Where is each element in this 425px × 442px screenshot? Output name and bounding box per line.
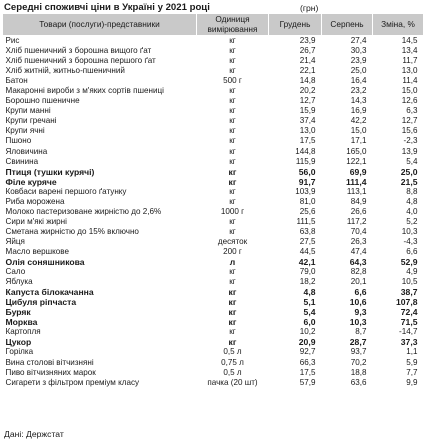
- change-percent-cell: 10,5: [401, 277, 418, 287]
- december-price-cell: 44,5: [269, 247, 322, 257]
- table-row: [3, 217, 424, 227]
- unit-cell: кг: [197, 66, 269, 76]
- table-row: [3, 177, 424, 187]
- table-row: [3, 267, 424, 277]
- change-percent-cell: 8,8: [373, 187, 424, 197]
- unit-cell: десяток: [217, 236, 248, 246]
- august-price-cell: 17,1: [350, 136, 367, 146]
- change-percent-cell: 71,5: [400, 317, 418, 328]
- product-cell: Свинина: [5, 156, 39, 166]
- change-percent-cell: 13,4: [373, 46, 424, 56]
- august-price-cell: 9,3: [322, 307, 373, 317]
- product-cell: Хліб пшеничний з борошна першого ґат: [5, 56, 156, 66]
- august-price-cell: 14,3: [350, 96, 367, 106]
- unit-cell: 0,5 л: [197, 347, 269, 357]
- table-row: [3, 106, 424, 116]
- change-percent-cell: 5,9: [406, 357, 418, 367]
- change-percent-cell: 38,7: [373, 287, 424, 297]
- product-cell: Риба морожена: [5, 196, 65, 206]
- unit-cell: кг: [228, 337, 237, 348]
- december-price-cell: 56,0: [269, 167, 322, 177]
- table-row: [3, 86, 424, 96]
- table-header-row: [3, 14, 424, 36]
- product-cell: Олія соняшникова: [5, 257, 85, 268]
- product-cell: Буряк: [3, 307, 197, 317]
- product-cell: Батон: [5, 76, 28, 86]
- august-price-cell: 8,7: [322, 327, 373, 337]
- december-price-cell: 42,1: [298, 257, 316, 268]
- unit-cell: кг: [229, 156, 236, 166]
- change-percent-cell: 7,7: [373, 368, 424, 378]
- august-price-cell: 165,0: [322, 147, 373, 157]
- change-percent-cell: 25,0: [373, 167, 424, 177]
- december-price-cell: 22,1: [269, 66, 322, 76]
- august-price-cell: 18,8: [322, 368, 373, 378]
- december-price-cell: 92,7: [269, 347, 322, 357]
- december-price-cell: 20,2: [269, 86, 322, 96]
- change-percent-cell: 6,3: [373, 106, 424, 116]
- header-august: Серпень: [322, 14, 373, 36]
- product-cell: Масло вершкове: [3, 247, 197, 257]
- unit-cell: кг: [228, 176, 237, 187]
- change-percent-cell: -4,3: [403, 236, 418, 246]
- change-percent-cell: 15,0: [373, 86, 424, 96]
- change-percent-cell: 52,9: [400, 257, 418, 268]
- table-row: [3, 227, 424, 237]
- change-percent-cell: 4,9: [373, 267, 424, 277]
- change-percent-cell: 72,4: [373, 307, 424, 317]
- table-row: [3, 368, 424, 378]
- product-cell: Сметана жирністю до 15% включно: [3, 227, 197, 237]
- table-row: [3, 66, 424, 76]
- unit-cell: кг: [197, 287, 269, 297]
- december-price-cell: 21,4: [299, 56, 316, 66]
- product-cell: Сигарети з фільтром преміум класу: [5, 377, 140, 387]
- unit-cell: кг: [229, 216, 236, 226]
- product-cell: Морква: [5, 317, 38, 328]
- product-cell: Яйця: [5, 236, 25, 246]
- product-cell: Вина столові вітчизняні: [5, 357, 94, 367]
- december-price-cell: 27,5: [299, 236, 316, 246]
- august-price-cell: 64,3: [349, 257, 367, 268]
- product-cell: Філе куряче: [5, 176, 57, 187]
- december-price-cell: 79,0: [269, 267, 322, 277]
- price-table: [2, 13, 424, 388]
- change-percent-cell: 37,3: [400, 337, 418, 348]
- august-price-cell: 69,9: [322, 167, 373, 177]
- august-price-cell: 47,4: [322, 247, 373, 257]
- unit-cell: 0,5 л: [197, 368, 269, 378]
- unit-cell: кг: [229, 56, 236, 66]
- unit-cell: кг: [197, 227, 269, 237]
- august-price-cell: 10,3: [349, 317, 367, 328]
- product-cell: Сири м'які жирні: [5, 216, 67, 226]
- august-price-cell: 113,1: [322, 187, 373, 197]
- header-unit: Одиниця вимірювання: [197, 14, 269, 36]
- table-row: [3, 157, 424, 167]
- table-row: [3, 147, 424, 157]
- unit-cell: кг: [228, 297, 237, 308]
- table-row: [3, 187, 424, 197]
- product-cell: Цукор: [5, 337, 32, 348]
- table-row: [3, 317, 424, 327]
- august-price-cell: 20,1: [350, 277, 367, 287]
- unit-cell: кг: [197, 86, 269, 96]
- change-percent-cell: 15,6: [373, 126, 424, 136]
- august-price-cell: 82,8: [322, 267, 373, 277]
- table-row: [3, 247, 424, 257]
- august-price-cell: 70,2: [350, 357, 367, 367]
- august-price-cell: 25,0: [322, 66, 373, 76]
- august-price-cell: 26,6: [322, 207, 373, 217]
- product-cell: Картопля: [3, 327, 197, 337]
- december-price-cell: 17,5: [299, 136, 316, 146]
- change-percent-cell: 107,8: [395, 297, 418, 308]
- change-percent-cell: 11,4: [402, 76, 418, 86]
- table-row: [3, 257, 424, 267]
- december-price-cell: 91,7: [298, 176, 316, 187]
- december-price-cell: 12,7: [299, 96, 316, 106]
- december-price-cell: 4,8: [269, 287, 322, 297]
- product-cell: Капуста білокачанна: [3, 287, 197, 297]
- product-cell: Рис: [5, 36, 20, 46]
- change-percent-cell: 11,7: [402, 56, 418, 66]
- product-cell: Хліб пшеничний з борошна вищого ґат: [3, 46, 197, 56]
- december-price-cell: 111,5: [296, 216, 316, 226]
- change-percent-cell: 13,0: [373, 66, 424, 76]
- december-price-cell: 26,7: [269, 46, 322, 56]
- december-price-cell: 115,9: [295, 156, 316, 166]
- change-percent-cell: 21,5: [400, 176, 418, 187]
- august-price-cell: 26,3: [350, 236, 367, 246]
- change-percent-cell: 4,8: [406, 196, 418, 206]
- august-price-cell: 28,7: [349, 337, 367, 348]
- table-row: [3, 347, 424, 357]
- table-body: [3, 36, 424, 388]
- unit-cell: кг: [197, 327, 269, 337]
- august-price-cell: 122,1: [346, 156, 367, 166]
- august-price-cell: 42,2: [350, 116, 367, 126]
- december-price-cell: 18,2: [299, 277, 316, 287]
- unit-cell: кг: [197, 267, 269, 277]
- august-price-cell: 111,4: [345, 176, 367, 187]
- change-percent-cell: 9,9: [406, 377, 418, 387]
- table-row: [3, 297, 424, 307]
- table-row: [3, 307, 424, 317]
- table-row: [3, 237, 424, 247]
- unit-cell: кг: [229, 136, 236, 146]
- product-cell: Крупи манні: [3, 106, 197, 116]
- december-price-cell: 5,4: [269, 307, 322, 317]
- august-price-cell: 6,6: [322, 287, 373, 297]
- august-price-cell: 70,4: [322, 227, 373, 237]
- unit-cell: кг: [197, 106, 269, 116]
- product-cell: Молоко пастеризоване жирністю до 2,6%: [3, 207, 197, 217]
- change-percent-cell: 5,2: [406, 216, 418, 226]
- august-price-cell: 27,4: [350, 36, 367, 46]
- table-row: [3, 167, 424, 177]
- change-percent-cell: 12,7: [401, 116, 418, 126]
- unit-cell: кг: [229, 116, 236, 126]
- unit-cell: кг: [197, 147, 269, 157]
- december-price-cell: 17,5: [269, 368, 322, 378]
- unit-cell: 200 г: [197, 247, 269, 257]
- change-percent-cell: 4,0: [373, 207, 424, 217]
- unit-cell: кг: [229, 277, 236, 287]
- table-row: [3, 378, 424, 388]
- table-row: [3, 287, 424, 297]
- unit-cell: 1000 г: [197, 207, 269, 217]
- december-price-cell: 14,8: [299, 76, 316, 86]
- august-price-cell: 84,9: [350, 196, 367, 206]
- unit-cell: кг: [197, 126, 269, 136]
- unit-cell: кг: [197, 187, 269, 197]
- product-cell: Яловичина: [3, 147, 197, 157]
- august-price-cell: 23,9: [350, 56, 367, 66]
- table-row: [3, 207, 424, 217]
- change-percent-cell: 5,4: [406, 156, 418, 166]
- product-cell: Крупи ячні: [3, 126, 197, 136]
- august-price-cell: 93,7: [322, 347, 373, 357]
- unit-cell: 500 г: [223, 76, 242, 86]
- product-cell: Цибуля ріпчаста: [5, 297, 77, 308]
- table-row: [3, 126, 424, 136]
- header-december: Грудень: [269, 14, 322, 36]
- table-row: [3, 327, 424, 337]
- change-percent-cell: 1,1: [373, 347, 424, 357]
- december-price-cell: 103,9: [269, 187, 322, 197]
- august-price-cell: 63,6: [350, 377, 367, 387]
- august-price-cell: 23,2: [322, 86, 373, 96]
- change-percent-cell: 10,3: [373, 227, 424, 237]
- unit-cell: кг: [197, 167, 269, 177]
- august-price-cell: 15,0: [322, 126, 373, 136]
- table-row: [3, 136, 424, 146]
- unit-cell: л: [229, 257, 236, 268]
- august-price-cell: 30,3: [322, 46, 373, 56]
- december-price-cell: 5,1: [303, 297, 316, 308]
- august-price-cell: 10,6: [349, 297, 367, 308]
- table-row: [3, 56, 424, 66]
- change-percent-cell: 14,5: [401, 36, 418, 46]
- december-price-cell: 37,4: [299, 116, 316, 126]
- table-row: [3, 76, 424, 86]
- unit-cell: кг: [197, 46, 269, 56]
- december-price-cell: 10,2: [269, 327, 322, 337]
- header-change: Зміна, %: [373, 14, 424, 36]
- table-row: [3, 277, 424, 287]
- december-price-cell: 66,3: [299, 357, 316, 367]
- source-note: Дані: Держстат: [4, 429, 64, 439]
- header-product: Товари (послуги)-представники: [3, 14, 197, 36]
- table-row: [3, 358, 424, 368]
- december-price-cell: 25,6: [269, 207, 322, 217]
- product-cell: Пиво вітчизняних марок: [3, 368, 197, 378]
- december-price-cell: 6,0: [303, 317, 316, 328]
- product-cell: Борошно пшеничне: [5, 96, 80, 106]
- december-price-cell: 57,9: [299, 377, 316, 387]
- change-percent-cell: 12,6: [401, 96, 418, 106]
- product-cell: Хліб житній, житньо-пшеничний: [3, 66, 197, 76]
- december-price-cell: 13,0: [269, 126, 322, 136]
- december-price-cell: 20,9: [298, 337, 316, 348]
- unit-cell: кг: [229, 96, 236, 106]
- table-row: [3, 36, 424, 47]
- december-price-cell: 81,0: [299, 196, 316, 206]
- change-percent-cell: 6,6: [373, 247, 424, 257]
- product-cell: Сало: [3, 267, 197, 277]
- unit-cell: пачка (20 шт): [207, 377, 258, 387]
- page-title: Середні споживчі ціни в Україні у 2021 році: [4, 2, 210, 13]
- december-price-cell: 23,9: [299, 36, 316, 46]
- product-cell: Птиця (тушки курячі): [3, 167, 197, 177]
- august-price-cell: 16,4: [350, 76, 367, 86]
- table-row: [3, 46, 424, 56]
- table-row: [3, 337, 424, 347]
- table-row: [3, 116, 424, 126]
- december-price-cell: 15,9: [269, 106, 322, 116]
- december-price-cell: 144,8: [269, 147, 322, 157]
- product-cell: Яблука: [5, 277, 33, 287]
- product-cell: Пшоно: [5, 136, 32, 146]
- unit-cell: кг: [228, 317, 237, 328]
- product-cell: Крупи гречані: [5, 116, 57, 126]
- product-cell: Ковбаси варені першого ґатунку: [3, 187, 197, 197]
- change-percent-cell: -2,3: [403, 136, 418, 146]
- product-cell: Горілка: [3, 347, 197, 357]
- product-cell: Макаронні вироби з м'яких сортів пшениці: [3, 86, 197, 96]
- unit-cell: кг: [229, 196, 236, 206]
- december-price-cell: 63,8: [269, 227, 322, 237]
- table-row: [3, 197, 424, 207]
- august-price-cell: 16,9: [322, 106, 373, 116]
- table-row: [3, 96, 424, 106]
- unit-cell: 0,75 л: [221, 357, 244, 367]
- change-percent-cell: -14,7: [373, 327, 424, 337]
- unit-cell: кг: [197, 307, 269, 317]
- unit-cell: кг: [229, 36, 236, 46]
- change-percent-cell: 13,9: [373, 147, 424, 157]
- currency-unit-note: (грн): [300, 3, 319, 13]
- august-price-cell: 117,2: [346, 216, 367, 226]
